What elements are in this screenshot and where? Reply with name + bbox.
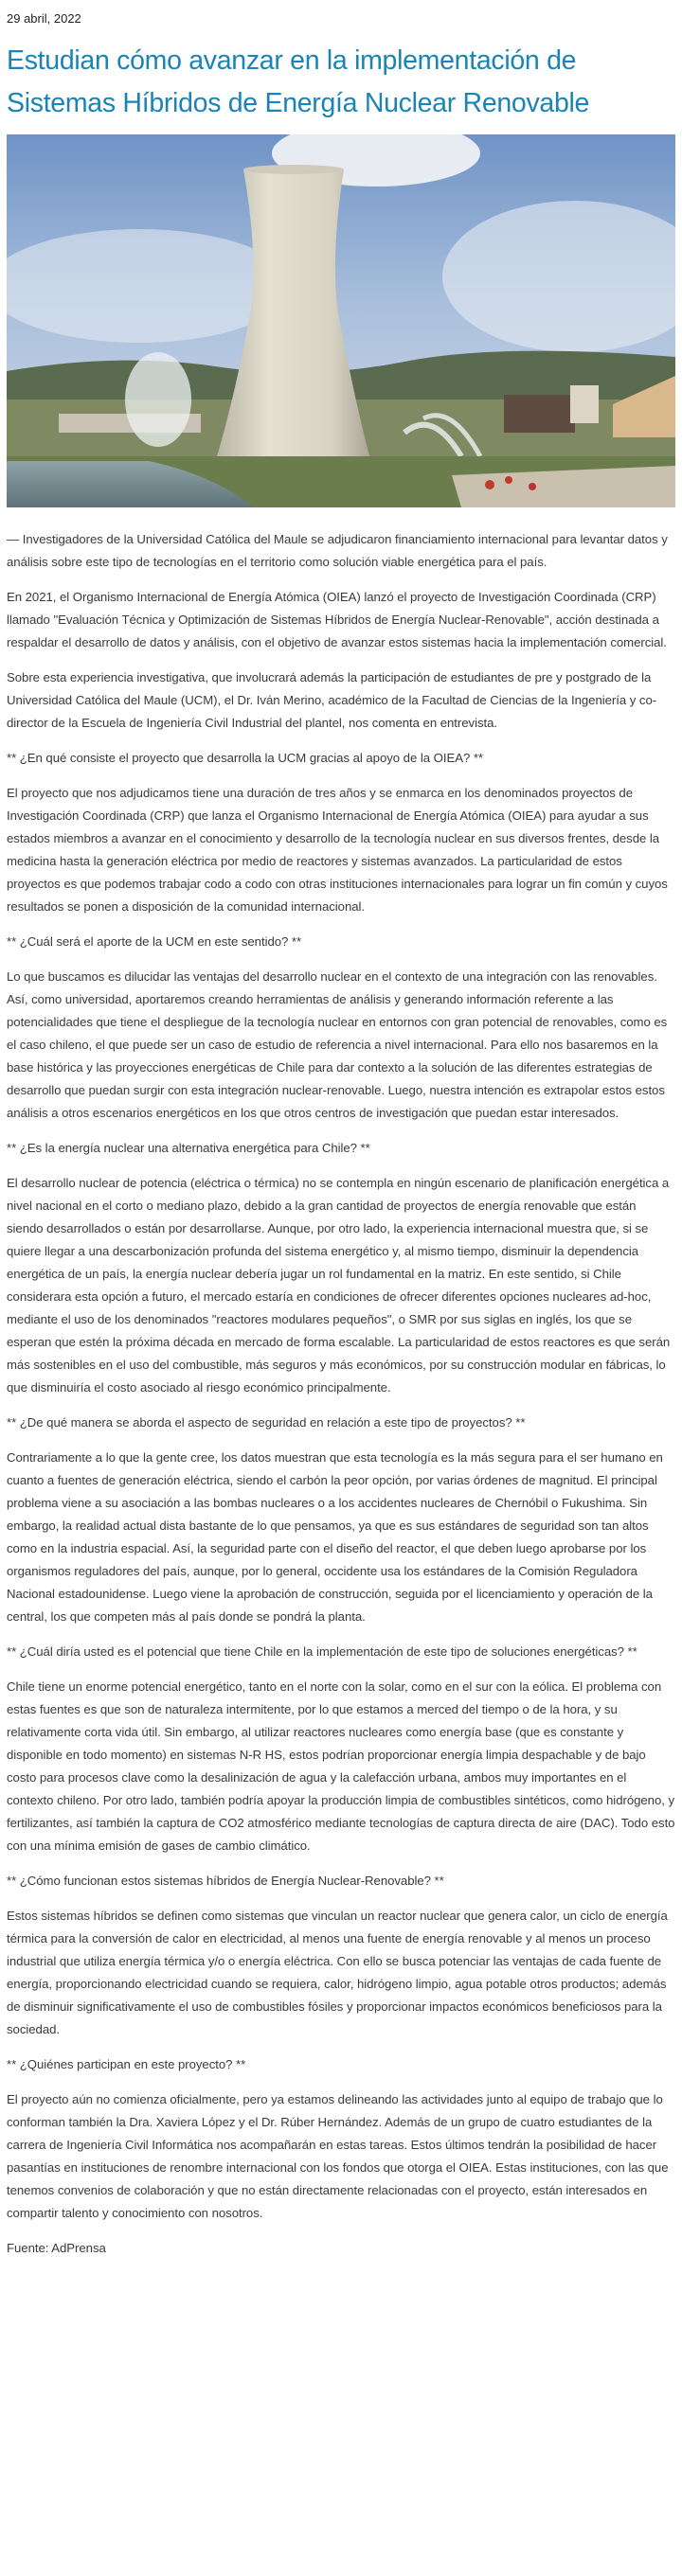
hero-image [7, 134, 675, 507]
interview-answer: Chile tiene un enorme potencial energético, tanto en el norte con la solar, como en el sur con la eólica. El problema con estas fuentes es que son de naturaleza intermitente, por lo que estamos a merced del tiempo o de la hora, y su relativamente corta vida útil. Sin embargo, al utilizar reactores nucleares como energía base (que es constante y disponible en todo momento) en sistemas N-R HS, estos podrían proporcionar energía limpia despachable y de bajo costo para procesos clave como la desalinización de agua y la calefacción urbana, ambos muy importantes en el contexto chileno. Por otro lado, también podría apoyar la producción limpia de combustibles sintéticos, como hidrógeno, y fertilizantes, así también la captura de CO2 atmosférico mediante tecnologías de captura directa de aire (DAC). Todo esto con una mínima emisión de gases de cambio climático. [7, 1679, 675, 1853]
interview-question: ** ¿En qué consiste el proyecto que desarrolla la UCM gracias al apoyo de la OIEA? ** [7, 751, 484, 765]
interview-question: ** ¿Cuál diría usted es el potencial que tiene Chile en la implementación de este tipo de soluciones energéticas? ** [7, 1644, 637, 1659]
interview-question: ** ¿De qué manera se aborda el aspecto de seguridad en relación a este tipo de proyectos? ** [7, 1415, 526, 1430]
article-lead: — Investigadores de la Universidad Católica del Maule se adjudicaron financiamiento internacional para levantar datos y análisis sobre este tipo de tecnologías en el territorio como solución viable energética para el país. [7, 532, 668, 569]
interview-question: ** ¿Es la energía nuclear una alternativa energética para Chile? ** [7, 1141, 370, 1155]
interview-answer: El proyecto que nos adjudicamos tiene una duración de tres años y se enmarca en los denominados proyectos de Investigación Coordinada (CRP) que lanza el Organismo Internacional de Energía Atómica (OIEA) para ayudar a sus estados miembros a avanzar en el conocimiento y desarrollo de la tecnología nuclear en sus diversos frentes, desde la medicina hasta la generación eléctrica por medio de reactores y sistemas avanzados. La particularidad de estos proyectos es que podemos trabajar codo a codo con otras instituciones internacionales para lograr un fin común y cuyos resultados se ponen a disposición de la comunidad internacional. [7, 786, 668, 914]
interview-answer: El desarrollo nuclear de potencia (eléctrica o térmica) no se contempla en ningún escenario de planificación energética a nivel nacional en el corto o mediano plazo, debido a la gran cantidad de proyectos de energía renovable que están siendo desarrollados o están por desarrollarse. Aunque, por otro lado, la experiencia internacional muestra que, si se quiere llegar a una descarbonización profunda del sistema energético y, al mismo tiempo, disminuir la dependencia energética de un país, la energía nuclear debería jugar un rol fundamental en la matriz. En este sentido, si Chile considerara esta opción a futuro, el mercado estaría en condiciones de ofrecer diferentes opciones nucleares ad-hoc, mediante el uso de los denominados "reactores modulares pequeños", o SMR por sus siglas en inglés, los que se esperan que estén la próxima década en mercado de forma escalable. La particularidad de estos reactores es que serán más sostenibles en el uso del combustible, más seguros y más económicos, por su construcción modular en fábricas, lo que disminuiría el costo asociado al riesgo económico principalmente. [7, 1176, 671, 1395]
interview-question: ** ¿Quiénes participan en este proyecto? ** [7, 2057, 246, 2071]
interview-answer: El proyecto aún no comienza oficialmente, pero ya estamos delineando las actividades junto al equipo de trabajo que lo conforman también la Dra. Xaviera López y el Dr. Rúber Hernández. Además de un grupo de cuatro estudiantes de la carrera de Ingeniería Civil Informática nos acompañarán en estas tareas. Estos últimos tendrán la posibilidad de hacer pasantías en instituciones de renombre internacional con los fondos que otorga el OIEA. Estas instituciones, con las que tenemos convenios de colaboración y que no están directamente relacionadas con el proyecto, están interesados en compartir talento y conocimiento con nosotros. [7, 2092, 669, 2220]
interview-answer: Contrariamente a lo que la gente cree, los datos muestran que esta tecnología es la más segura para el ser humano en cuanto a fuentes de generación eléctrica, siendo el carbón la peor opción, por varias órdenes de magnitud. El principal problema viene a su asociación a las bombas nucleares o a los accidentes nucleares de Chernóbil o Fukushima. Sin embargo, la realidad actual dista bastante de lo que pensamos, ya que es sus estándares de seguridad son tan altos como en la industria espacial. Así, la seguridad parte con el diseño del reactor, el que deben luego aprobarse por los organismos reguladores del país, aunque, por lo general, occidente usa los estándares de la Comisión Reguladora Nacional estadounidense. Luego viene la aprobación de construcción, seguida por el licenciamiento y operación de la central, los que competen más al país donde se pondrá la planta. [7, 1450, 663, 1624]
interview-answer: Estos sistemas híbridos se definen como sistemas que vinculan un reactor nuclear que genera calor, un ciclo de energía térmica para la conversión de calor en electricidad, al menos una fuente de energía renovable y al menos un proceso industrial que utiliza energía térmica y/o o energía eléctrica. Con ello se busca potenciar las ventajas de cada fuente de energía, proporcionando electricidad cuando se requiera, calor, hidrógeno limpio, agua potable otros productos; además de disminuir significativamente el uso de combustibles fósiles y proporcionar impactos económicos beneficiosos para la sociedad. [7, 1909, 668, 2036]
article-paragraph: Sobre esta experiencia investigativa, que involucrará además la participación de estudiantes de pre y postgrado de la Universidad Católica del Maule (UCM), el Dr. Iván Merino, académico de la Facultad de Ciencias de la Ingeniería y co-director de la Escuela de Ingeniería Civil Industrial del plantel, nos comenta en entrevista. [7, 670, 657, 730]
article-paragraph: En 2021, el Organismo Internacional de Energía Atómica (OIEA) lanzó el proyecto de Investigación Coordinada (CRP) llamado "Evaluación Técnica y Optimización de Sistemas Híbridos de Energía Nuclear-Renovable", acción destinada a respaldar el desarrollo de datos y análisis, con el objetivo de avanzar estos sistemas hacia la implementación comercial. [7, 590, 667, 649]
interview-answer: Lo que buscamos es dilucidar las ventajas del desarrollo nuclear en el contexto de una integración con las renovables. Así, como universidad, aportaremos creando herramientas de análisis y generando información referente a las potencialidades que tiene el despliegue de la tecnología nuclear en entornos con gran potencial de renovables, como es el caso chileno, el que puede ser un caso de estudio de referencia a nivel internacional. Para ello nos basaremos en la base histórica y las proyecciones energéticas de Chile para dar contexto a la solución de las diferentes estrategias de desarrollo que puedan surgir con esta integración nuclear-renovable. Luego, nuestra intención es extrapolar estos estos análisis a otros escenarios energéticos en los que otros centros de investigación que puedan estar interesados. [7, 969, 668, 1120]
interview-question: ** ¿Cuál será el aporte de la UCM en este sentido? ** [7, 934, 302, 949]
article-source: Fuente: AdPrensa [7, 2241, 106, 2255]
article-title: Estudian cómo avanzar en la implementación de Sistemas Híbridos de Energía Nuclear Renovable [7, 45, 590, 118]
article-date: 29 abril, 2022 [7, 11, 81, 26]
interview-question: ** ¿Cómo funcionan estos sistemas híbridos de Energía Nuclear-Renovable? ** [7, 1874, 444, 1888]
